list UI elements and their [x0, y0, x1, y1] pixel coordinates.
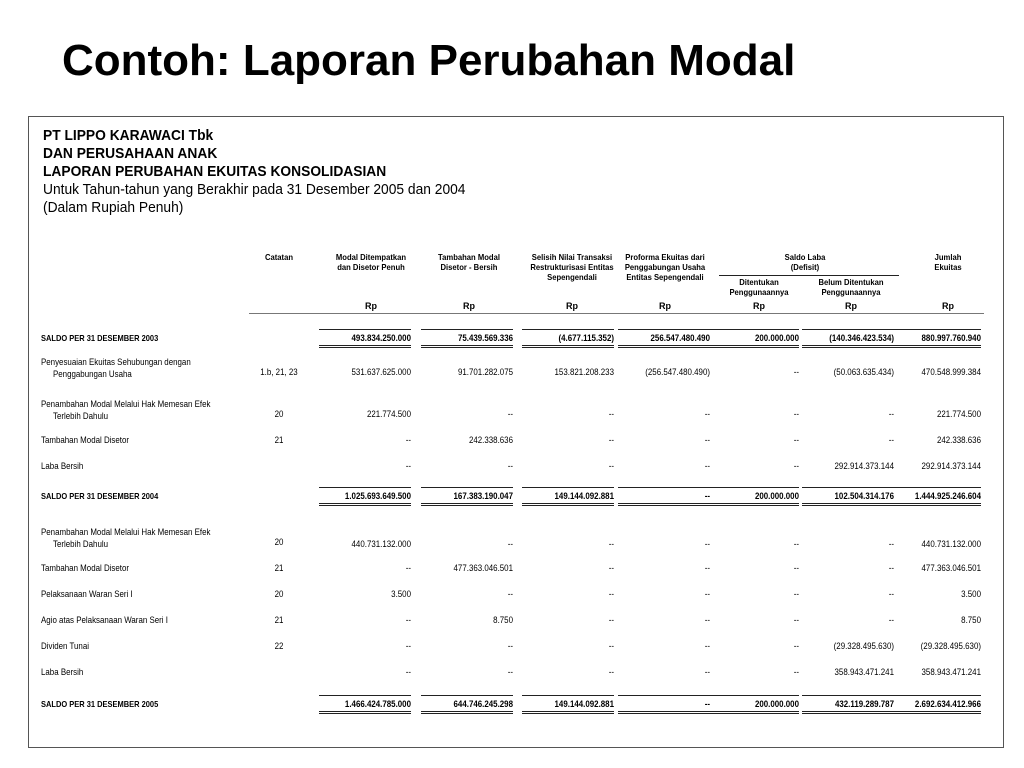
subtotal-double-rule [421, 503, 513, 506]
subtotal-rule [889, 329, 981, 330]
subtotal-double-rule [522, 503, 614, 506]
row-value: 200.000.000 [754, 491, 799, 501]
subtotal-double-rule [707, 503, 799, 506]
row-label: Penambahan Modal Melalui Hak Memesan Efek [41, 527, 211, 537]
subtotal-double-rule [802, 711, 894, 714]
row-value: 256.547.480.490 [650, 333, 710, 343]
header-rule [249, 313, 984, 314]
row-note-ref: 20 [274, 589, 284, 599]
row-value: 358.943.471.241 [921, 667, 981, 677]
row-value: 221.774.500 [936, 409, 981, 419]
row-value: -- [793, 435, 799, 445]
row-value: -- [405, 461, 411, 471]
row-value: 358.943.471.241 [834, 667, 894, 677]
row-value: -- [888, 539, 894, 549]
row-value: -- [888, 435, 894, 445]
currency-label: Rp [659, 301, 671, 311]
row-value: -- [704, 641, 710, 651]
row-value: -- [608, 539, 614, 549]
row-value: -- [405, 615, 411, 625]
row-label: Tambahan Modal Disetor [41, 435, 130, 445]
row-label: Terlebih Dahulu [53, 539, 109, 549]
row-value: 242.338.636 [468, 435, 513, 445]
subtotal-rule [618, 329, 710, 330]
row-note-ref: 21 [274, 435, 284, 445]
row-value: 432.119.289.787 [834, 699, 894, 709]
row-value: -- [704, 461, 710, 471]
row-value: 91.701.282.075 [457, 367, 513, 377]
row-label: Penggabungan Usaha [53, 369, 132, 379]
slide-title: Contoh: Laporan Perubahan Modal [62, 36, 796, 85]
subtotal-rule [319, 487, 411, 488]
subtotal-rule [319, 695, 411, 696]
row-value: -- [507, 641, 513, 651]
row-value: -- [608, 563, 614, 573]
subtotal-rule [618, 695, 710, 696]
subtotal-rule [889, 695, 981, 696]
subtotal-rule [618, 487, 710, 488]
subtotal-double-rule [618, 503, 710, 506]
report-unit: (Dalam Rupiah Penuh) [43, 199, 184, 216]
row-value: 153.821.208.233 [554, 367, 614, 377]
subtotal-double-rule [889, 503, 981, 506]
subtotal-rule [319, 329, 411, 330]
row-value: -- [793, 563, 799, 573]
row-value: -- [888, 409, 894, 419]
currency-label: Rp [845, 301, 857, 311]
col-head-modal: Modal Ditempatkan dan Disetor Penuh [335, 252, 407, 272]
row-value: 3.500 [961, 589, 981, 599]
subtotal-double-rule [802, 345, 894, 348]
col-head-saldo-laba: Saldo Laba (Defisit) [784, 252, 826, 272]
row-value: 880.997.760.940 [921, 333, 981, 343]
row-note-ref: 20 [274, 409, 284, 419]
col-head-belum: Belum Ditentukan Penggunaannya [818, 277, 884, 297]
currency-label: Rp [942, 301, 954, 311]
subtotal-double-rule [522, 345, 614, 348]
row-value: -- [704, 435, 710, 445]
col-head-tambahan: Tambahan Modal Disetor - Bersih [438, 252, 500, 272]
row-value: 477.363.046.501 [453, 563, 513, 573]
row-label: Pelaksanaan Waran Seri I [41, 589, 133, 599]
row-value: 644.746.245.298 [453, 699, 513, 709]
row-value: 470.548.999.384 [921, 367, 981, 377]
row-value: -- [704, 589, 710, 599]
row-value: -- [507, 409, 513, 419]
row-value: 531.637.625.000 [351, 367, 411, 377]
row-value: -- [704, 699, 710, 709]
subtotal-rule [707, 695, 799, 696]
row-value: 493.834.250.000 [351, 333, 411, 343]
row-value: 1.466.424.785.000 [344, 699, 411, 709]
row-value: 440.731.132.000 [351, 539, 411, 549]
subtotal-double-rule [802, 503, 894, 506]
row-value: 149.144.092.881 [554, 699, 614, 709]
col-head-proforma: Proforma Ekuitas dari Penggabungan Usaha Entitas Sepengendali [624, 252, 706, 282]
row-value: 3.500 [391, 589, 411, 599]
col-head-jumlah: Jumlah Ekuitas [934, 252, 962, 272]
row-value: -- [793, 539, 799, 549]
subtotal-rule [707, 329, 799, 330]
subtotal-rule [421, 487, 513, 488]
subtotal-rule [802, 487, 894, 488]
row-value: 477.363.046.501 [921, 563, 981, 573]
subtotal-double-rule [319, 503, 411, 506]
saldo-laba-underline [719, 275, 899, 276]
row-label: Tambahan Modal Disetor [41, 563, 130, 573]
row-label: Agio atas Pelaksanaan Waran Seri I [41, 615, 168, 625]
company-name: PT LIPPO KARAWACI Tbk [43, 127, 214, 144]
col-head-ditentukan: Ditentukan Penggunaannya [729, 277, 789, 297]
row-value: 221.774.500 [366, 409, 411, 419]
row-label: Terlebih Dahulu [53, 411, 109, 421]
row-note-ref: 22 [274, 641, 284, 651]
row-value: -- [405, 435, 411, 445]
row-value: -- [507, 589, 513, 599]
subtotal-double-rule [319, 711, 411, 714]
row-value: -- [704, 409, 710, 419]
subtotal-double-rule [522, 711, 614, 714]
row-label: Penambahan Modal Melalui Hak Memesan Efek [41, 399, 211, 409]
row-value: 1.025.693.649.500 [344, 491, 411, 501]
row-value: 102.504.314.176 [834, 491, 894, 501]
row-note-ref: 20 [274, 537, 284, 547]
row-value: 167.383.190.047 [453, 491, 513, 501]
row-value: -- [507, 667, 513, 677]
row-value: -- [608, 589, 614, 599]
currency-label: Rp [365, 301, 377, 311]
row-value: (29.328.495.630) [833, 641, 894, 651]
currency-label: Rp [566, 301, 578, 311]
row-value: -- [405, 563, 411, 573]
row-value: 200.000.000 [754, 699, 799, 709]
row-value: -- [793, 409, 799, 419]
currency-label: Rp [753, 301, 765, 311]
row-value: -- [608, 615, 614, 625]
row-label: SALDO PER 31 DESEMBER 2004 [41, 491, 159, 501]
row-value: 2.692.634.412.966 [914, 699, 981, 709]
row-label: SALDO PER 31 DESEMBER 2003 [41, 333, 159, 343]
row-label: Laba Bersih [41, 667, 84, 677]
row-value: (256.547.480.490) [645, 367, 710, 377]
row-value: -- [793, 615, 799, 625]
subtotal-rule [522, 329, 614, 330]
row-value: -- [507, 461, 513, 471]
row-value: -- [405, 641, 411, 651]
col-head-selisih: Selisih Nilai Transaksi Restrukturisasi Entitas Sepengendali [530, 252, 614, 282]
subtotal-rule [522, 487, 614, 488]
row-value: -- [793, 641, 799, 651]
equity-table [29, 117, 1003, 747]
row-value: -- [793, 667, 799, 677]
row-value: -- [507, 539, 513, 549]
row-note-ref: 21 [274, 563, 284, 573]
row-value: -- [888, 589, 894, 599]
subtotal-double-rule [421, 345, 513, 348]
subtotal-double-rule [618, 711, 710, 714]
subtotal-rule [802, 329, 894, 330]
currency-label: Rp [463, 301, 475, 311]
subtotal-double-rule [889, 711, 981, 714]
subtotal-double-rule [319, 345, 411, 348]
row-value: -- [888, 563, 894, 573]
row-value: -- [608, 641, 614, 651]
row-label: Penyesuaian Ekuitas Sehubungan dengan [41, 357, 191, 367]
row-note-ref: 21 [274, 615, 284, 625]
row-value: -- [608, 435, 614, 445]
subtotal-rule [522, 695, 614, 696]
row-value: -- [608, 667, 614, 677]
report-name: LAPORAN PERUBAHAN EKUITAS KONSOLIDASIAN [43, 163, 387, 180]
row-value: -- [608, 409, 614, 419]
subtotal-double-rule [707, 345, 799, 348]
row-value: 1.444.925.246.604 [914, 491, 981, 501]
row-label: SALDO PER 31 DESEMBER 2005 [41, 699, 159, 709]
row-note-ref: 1.b, 21, 23 [260, 367, 298, 377]
financial-statement-scan [28, 116, 1004, 748]
row-value: 149.144.092.881 [554, 491, 614, 501]
row-value: (4.677.115.352) [558, 333, 614, 343]
row-value: (50.063.635.434) [833, 367, 894, 377]
row-value: -- [704, 491, 710, 501]
row-value: 200.000.000 [754, 333, 799, 343]
report-period: Untuk Tahun-tahun yang Berakhir pada 31 Desember 2005 dan 2004 [43, 181, 466, 198]
row-value: 292.914.373.144 [921, 461, 981, 471]
row-value: (29.328.495.630) [920, 641, 981, 651]
subtotal-double-rule [889, 345, 981, 348]
subtotal-rule [889, 487, 981, 488]
row-value: 8.750 [493, 615, 513, 625]
row-value: (140.346.423.534) [829, 333, 894, 343]
subtotal-rule [802, 695, 894, 696]
row-value: 75.439.569.336 [457, 333, 513, 343]
subtotal-double-rule [421, 711, 513, 714]
row-value: -- [405, 667, 411, 677]
row-value: -- [888, 615, 894, 625]
subtotal-rule [421, 329, 513, 330]
subtotal-double-rule [618, 345, 710, 348]
row-value: -- [793, 589, 799, 599]
row-label: Laba Bersih [41, 461, 84, 471]
row-value: -- [704, 615, 710, 625]
subtotal-rule [421, 695, 513, 696]
row-value: -- [608, 461, 614, 471]
subsidiaries-line: DAN PERUSAHAAN ANAK [43, 145, 218, 162]
row-value: -- [793, 367, 799, 377]
row-value: 8.750 [961, 615, 981, 625]
row-value: -- [704, 563, 710, 573]
row-value: 440.731.132.000 [921, 539, 981, 549]
row-value: -- [704, 539, 710, 549]
subtotal-rule [707, 487, 799, 488]
col-head-catatan: Catatan [264, 252, 294, 262]
subtotal-double-rule [707, 711, 799, 714]
row-value: 292.914.373.144 [834, 461, 894, 471]
row-label: Dividen Tunai [41, 641, 90, 651]
row-value: -- [793, 461, 799, 471]
row-value: -- [704, 667, 710, 677]
row-value: 242.338.636 [936, 435, 981, 445]
